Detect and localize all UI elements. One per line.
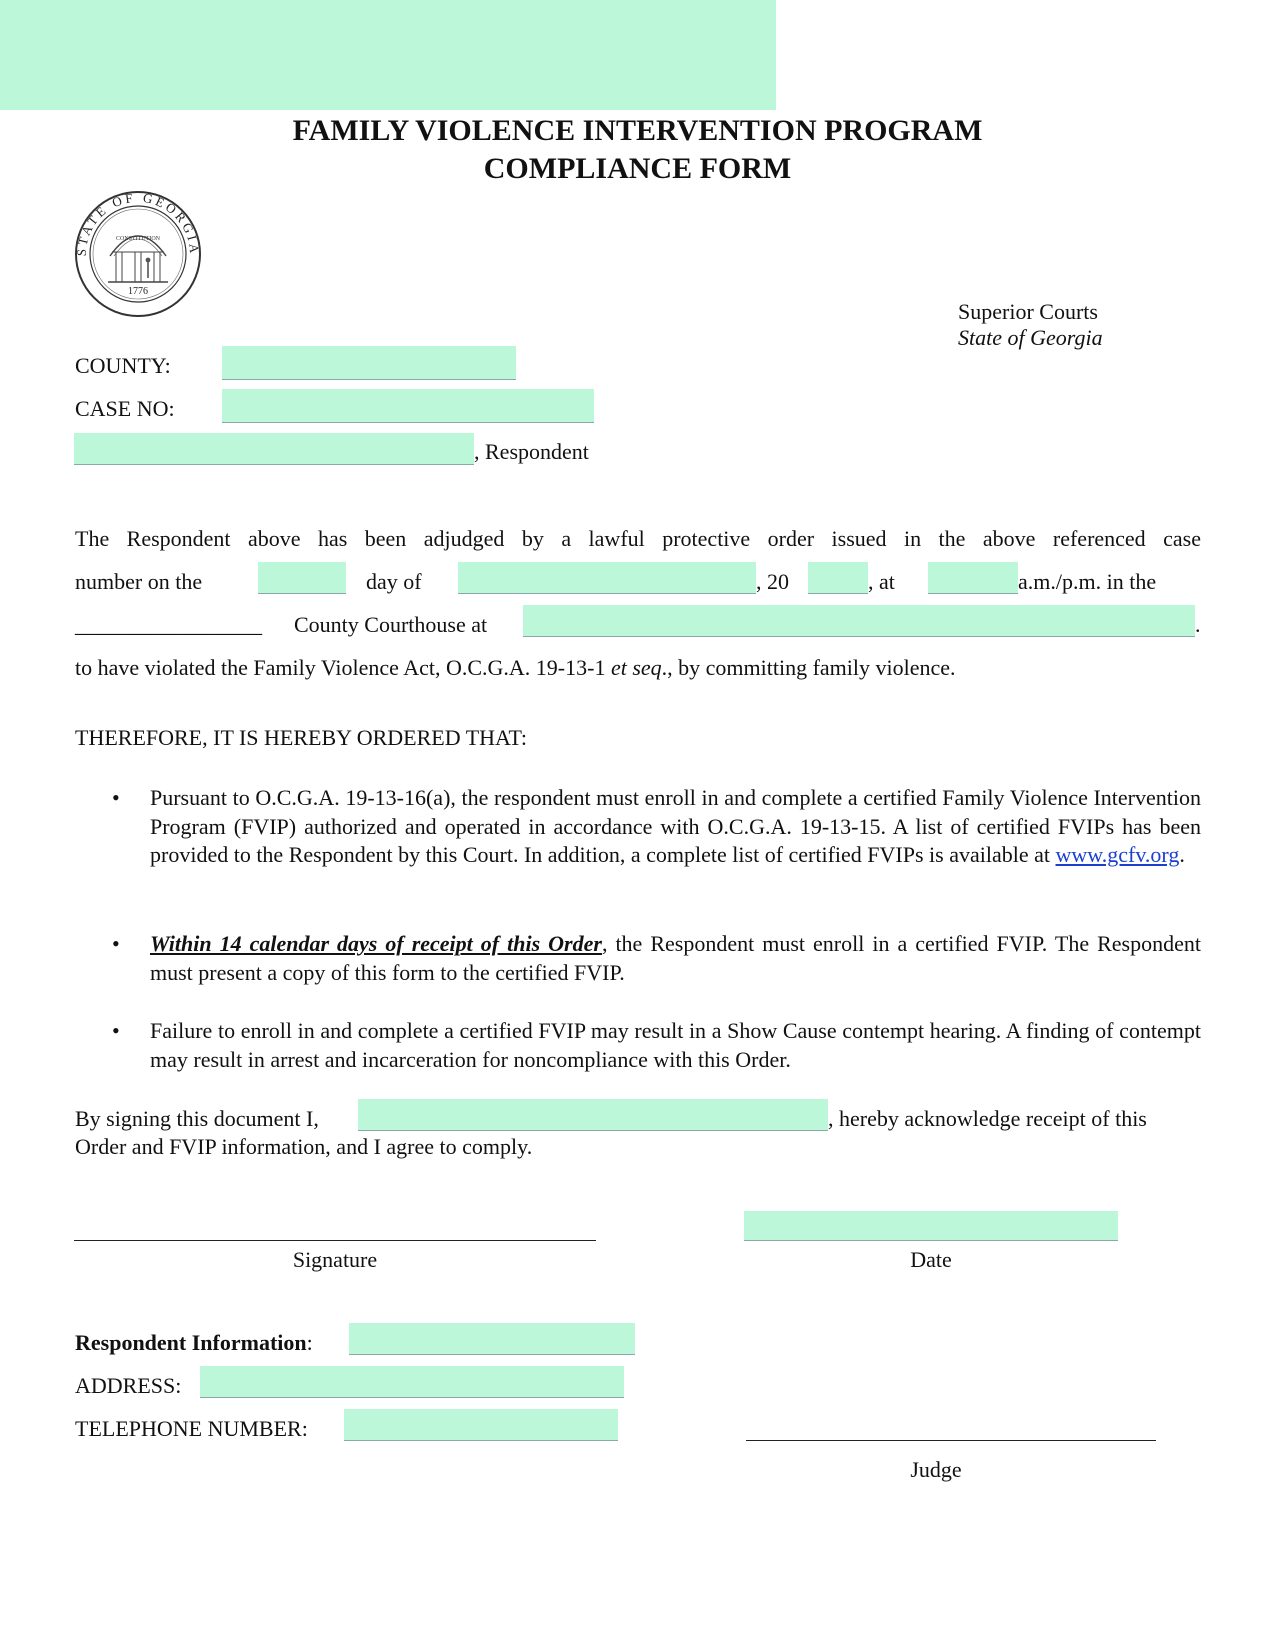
address-input[interactable] [200,1366,624,1398]
day-of-text: day of [366,569,422,594]
bullet-icon: • [112,931,120,956]
court-name: Superior Courts [958,299,1098,324]
judge-signature-line[interactable] [746,1440,1156,1441]
respondent-name-input[interactable] [74,433,474,465]
header-banner-field[interactable] [0,0,776,110]
signature-line[interactable] [74,1240,596,1241]
bullet-icon: • [112,785,120,810]
county-courthouse-text: County Courthouse at [294,612,488,637]
year-prefix-text: , 20 [756,569,789,594]
telephone-input[interactable] [344,1409,618,1441]
line3-period: . [1195,612,1201,637]
judge-label: Judge [910,1457,962,1482]
number-on-the-text: number on the [75,569,203,594]
seal-inner-text: CONSTITUTION [116,236,160,242]
ack-line2-text: Order and FVIP information, and I agree to comply. [75,1134,533,1159]
form-title-line1: FAMILY VIOLENCE INTERVENTION PROGRAM [292,114,983,147]
day-input[interactable] [258,562,346,594]
bullet-icon: • [112,1018,120,1043]
order-paragraph-line1: The Respondent above has been adjudged by a lawful protective order issued in the above referenced case [75,526,1201,551]
ampm-text: a.m./p.m. in the [1018,569,1157,594]
ack-start-text: By signing this document I, [75,1106,319,1131]
county-blank-line: _________________ [75,612,262,637]
county-label: COUNTY: [75,353,171,378]
ack-name-input[interactable] [358,1099,828,1131]
seal-outer-text: STATE OF GEORGIA [74,190,202,257]
svg-text:STATE OF GEORGIA [74,190,202,257]
month-input[interactable] [458,562,756,594]
therefore-heading: THEREFORE, IT IS HEREBY ORDERED THAT: [75,725,527,750]
seal-year: 1776 [128,286,148,297]
respondent-info-input[interactable] [349,1323,635,1355]
respondent-suffix: , Respondent [474,439,589,464]
order-paragraph-end: to have violated the Family Violence Act, O.C.G.A. 19-13-1 et seq., by committing family violence. [75,655,956,680]
form-title-line2: COMPLIANCE FORM [483,152,792,185]
year-input[interactable] [808,562,868,594]
signature-label: Signature [292,1247,378,1272]
date-input[interactable] [744,1211,1118,1241]
court-state: State of Georgia [958,325,1103,350]
at-text: , at [868,569,895,594]
date-label: Date [910,1247,952,1272]
case-number-input[interactable] [222,389,594,423]
gcfv-link[interactable]: www.gcfv.org [1055,842,1180,867]
county-input[interactable] [222,346,516,380]
respondent-info-heading: Respondent Information: [75,1330,313,1355]
courthouse-address-input[interactable] [523,605,1195,637]
time-input[interactable] [928,562,1018,594]
ack-end-text: , hereby acknowledge receipt of this [828,1106,1147,1131]
case-number-label: CASE NO: [75,396,175,421]
address-label: ADDRESS: [75,1373,182,1398]
state-seal-icon [74,190,202,318]
telephone-label: TELEPHONE NUMBER: [75,1416,308,1441]
